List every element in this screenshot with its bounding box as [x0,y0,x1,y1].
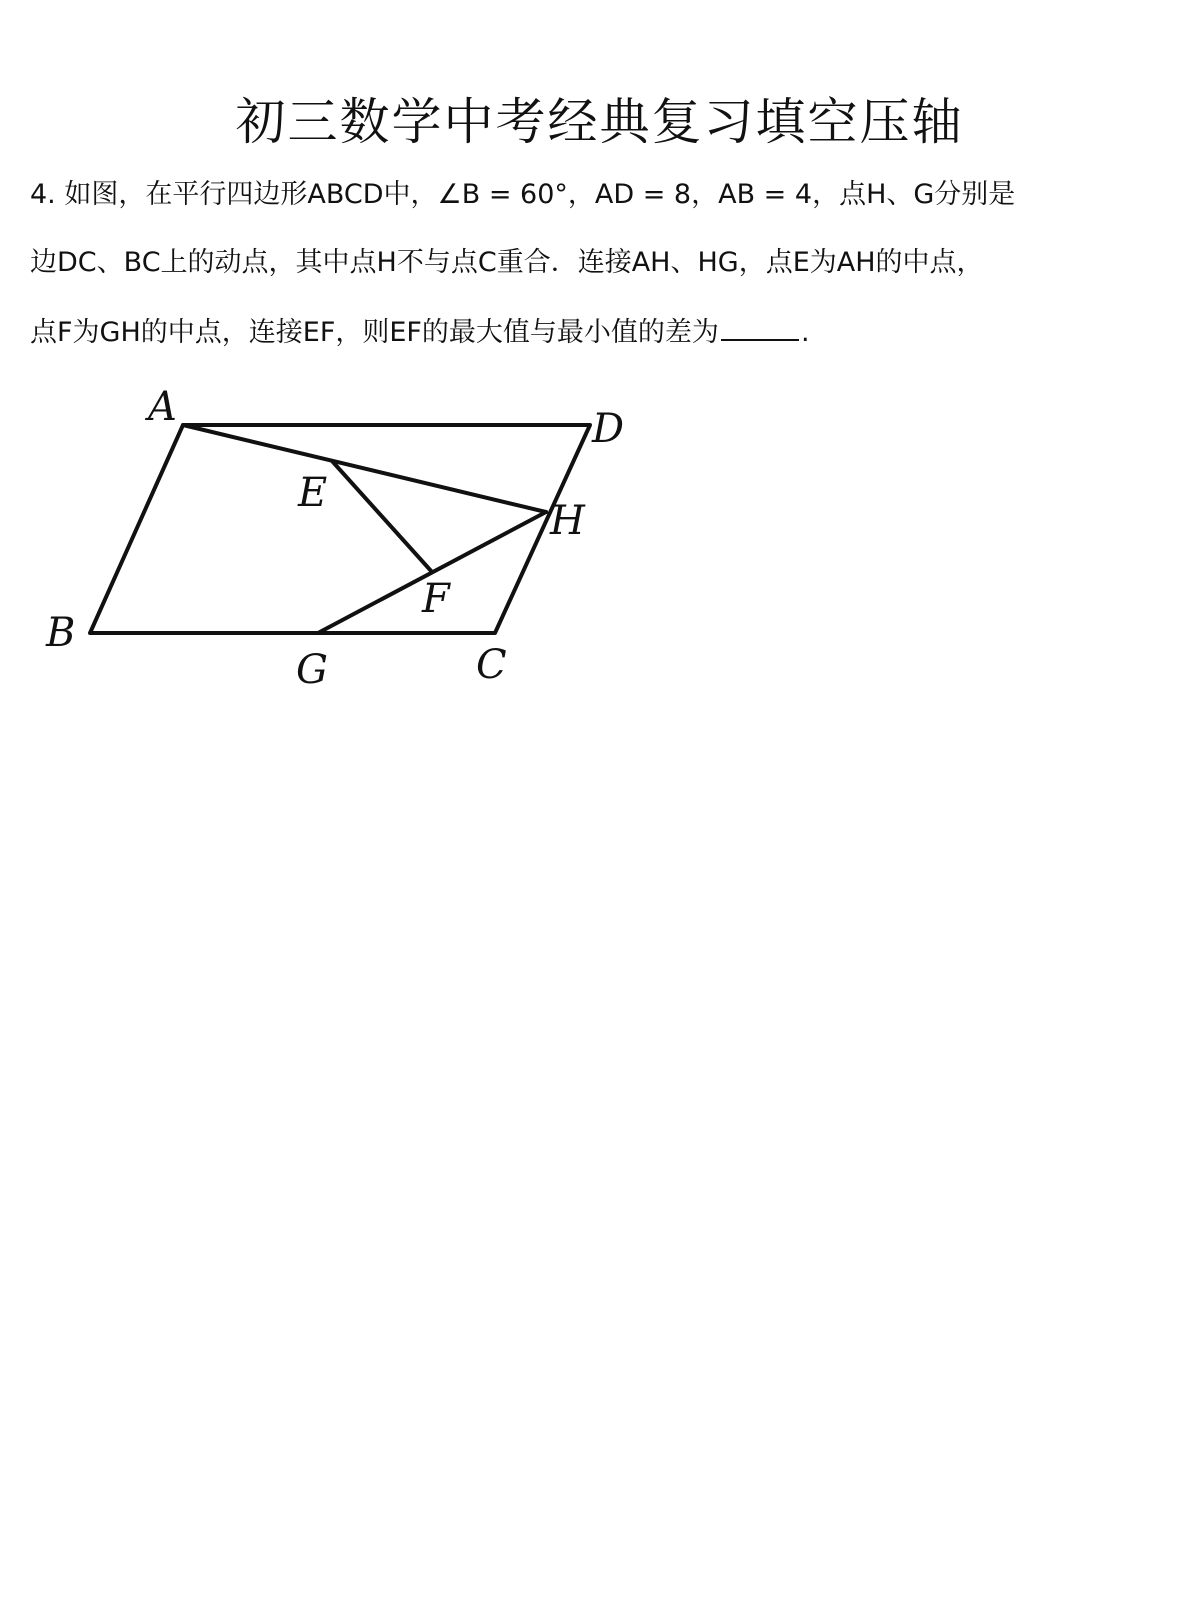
geometry-figure [0,0,1199,720]
label-e: E [298,470,328,516]
label-b: B [46,610,76,656]
label-a: A [148,384,177,430]
label-d: D [592,406,625,452]
segment-ef [332,461,432,572]
problem-text-line-1: 4. 如图，在平行四边形ABCD中，∠B = 60°，AD = 8，AB = 4，点H、G分别是 [30,179,1016,210]
label-c: C [476,642,507,688]
problem-text-line-2: 边DC、BC上的动点，其中点H不与点C重合．连接AH、HG，点E为AH的中点， [30,247,984,278]
problem-text-line-3-end: . [800,317,810,348]
page-title: 初三数学中考经典复习填空压轴 [235,93,964,151]
label-f: F [422,576,450,622]
problem-text-line-3-main: 点F为GH的中点，连接EF，则EF的最大值与最小值的差为 [30,317,719,348]
label-h: H [550,498,585,544]
label-g: G [296,647,328,693]
